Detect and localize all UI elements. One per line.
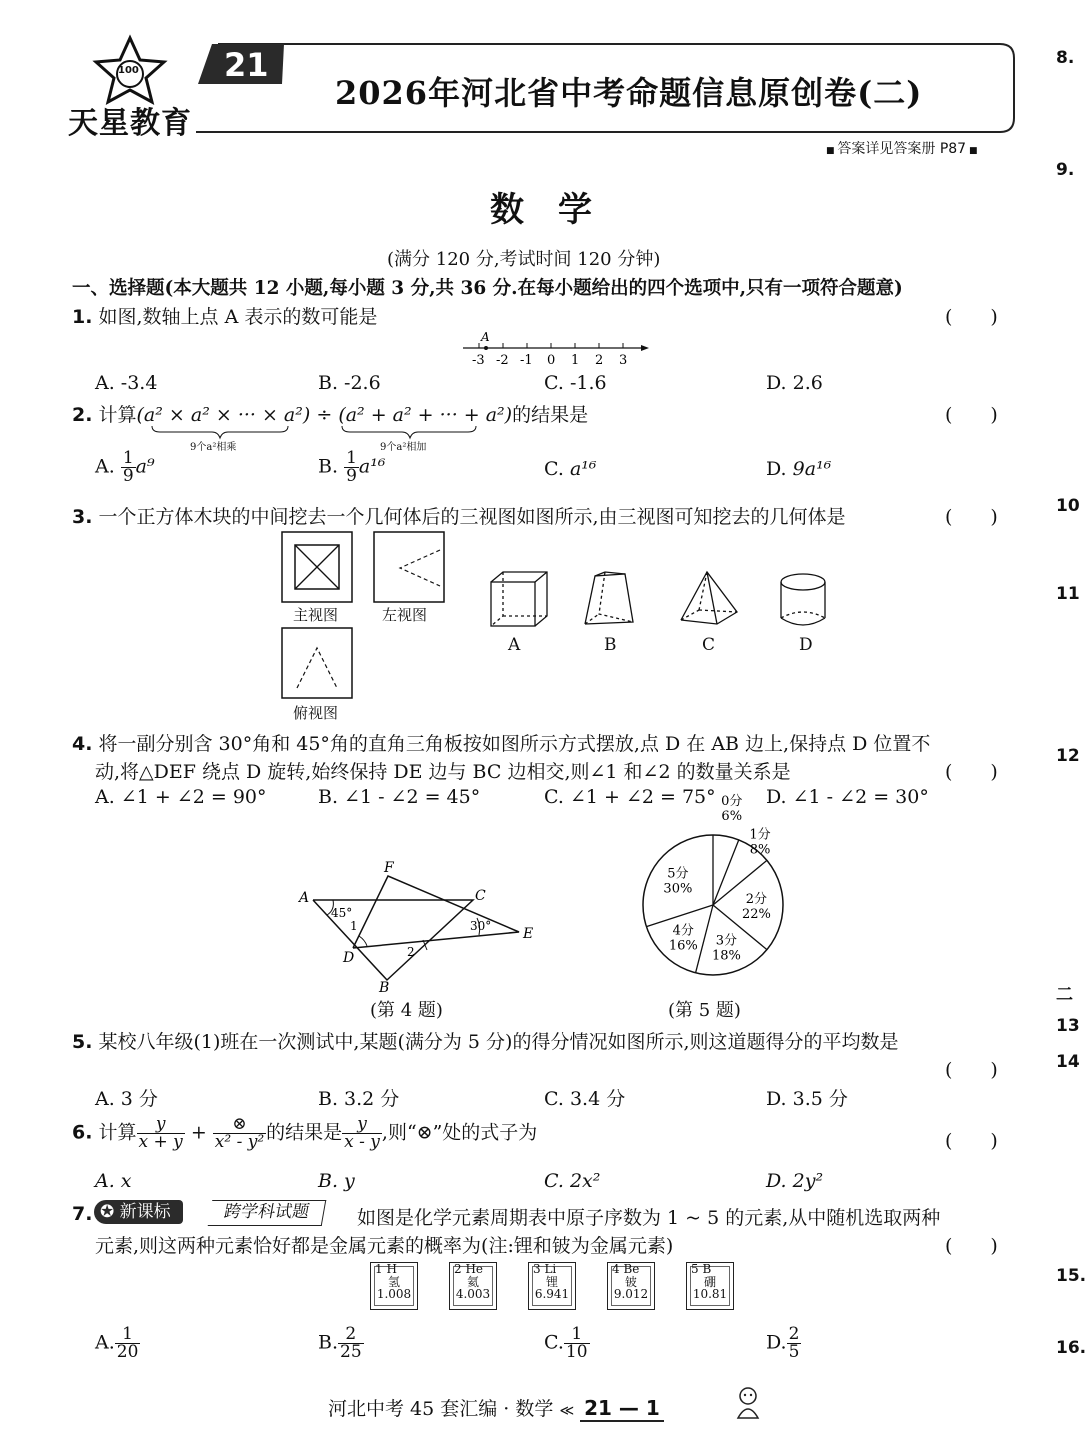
option-d[interactable]: D. 2.6 — [766, 372, 823, 394]
pie-value-label: 8% — [749, 842, 771, 858]
footer — [328, 1394, 664, 1421]
tag-label: 新课标 — [119, 1202, 171, 1222]
element-mass: 1.008 — [376, 1287, 412, 1302]
fraction — [121, 450, 136, 485]
denominator: 5 — [788, 1342, 800, 1362]
pyramid-icon — [681, 572, 737, 624]
question-7-line1: 如图是化学元素周期表中原子序数为 1 ~ 5 的元素,从中随机选取两种 — [357, 1207, 941, 1229]
margin-question-number: 15. — [1056, 1266, 1086, 1286]
vertex-label: D — [343, 950, 355, 966]
element-symbol: 5 B — [691, 1262, 712, 1276]
question-mid: 的结果是 — [266, 1121, 343, 1144]
logo-text: 100 — [118, 65, 139, 76]
figure-caption: (第 5 题) — [668, 1000, 741, 1021]
option-letter: C. — [544, 458, 564, 480]
element-card — [528, 1262, 576, 1310]
numerator: ⊗ — [213, 1116, 266, 1134]
option-c[interactable]: C. -1.6 — [544, 372, 607, 394]
question-7-line2: 元素,则这两种元素恰好都是金属元素的概率为(注:锂和铍为金属元素) — [95, 1235, 674, 1257]
margin-question-number: 12 — [1056, 746, 1080, 766]
denominator: x - y — [344, 1132, 380, 1152]
figure-caption: (第 4 题) — [370, 1000, 443, 1021]
angle-label: 2 — [407, 945, 415, 959]
option-c[interactable] — [544, 1326, 590, 1361]
option-b[interactable] — [318, 450, 385, 485]
pie-labels — [663, 794, 770, 964]
question-text: 如图,数轴上点 A 表示的数可能是 — [98, 306, 378, 328]
star-badge-icon: ✪ — [100, 1202, 115, 1222]
element-card — [449, 1262, 497, 1310]
brand-name: 天星教育 — [68, 106, 192, 141]
pie-slice-4 — [696, 905, 713, 973]
element-mass: 4.003 — [455, 1287, 491, 1302]
element-mass: 9.012 — [613, 1287, 649, 1302]
denominator: x² - y² — [214, 1132, 265, 1152]
brace-label-right: 9个a²相加 — [380, 442, 427, 453]
pie-value-label: 18% — [711, 948, 741, 964]
option-d[interactable] — [766, 458, 831, 480]
tick-label: 3 — [619, 353, 628, 368]
element-name: 氦 — [466, 1274, 479, 1289]
answer-blank-3[interactable]: ( ) — [945, 506, 998, 528]
fraction — [338, 1326, 364, 1361]
option-c[interactable] — [544, 458, 597, 480]
margin-question-number: 14 — [1056, 1052, 1080, 1072]
pie-value-label: 22% — [741, 907, 771, 922]
numerator: 1 — [346, 448, 357, 468]
element-name: 硼 — [703, 1274, 716, 1289]
option-a[interactable]: A. ∠1 + ∠2 = 90° — [95, 786, 267, 808]
element-name: 氢 — [387, 1274, 400, 1289]
numerator: 2 — [338, 1326, 364, 1344]
vertex-label: E — [523, 926, 534, 942]
question-number: 1. — [72, 306, 93, 328]
set-number: 21 — [224, 46, 269, 84]
side-view — [374, 532, 444, 602]
option-d[interactable]: D. 2y² — [766, 1170, 824, 1192]
pie-category-label: 0分 — [721, 793, 743, 809]
fraction — [213, 1116, 266, 1151]
denominator: x + y — [138, 1132, 183, 1152]
pie-chart — [628, 793, 798, 1002]
margin-question-number: 10 — [1056, 496, 1080, 516]
option-expression: a¹⁶ — [358, 455, 386, 478]
option-letter: C. — [544, 1331, 564, 1354]
element-symbol: 1 H — [375, 1262, 397, 1276]
question-7-num: 7. — [72, 1203, 93, 1225]
tag-cross-discipline: 跨学科试题 — [208, 1200, 327, 1226]
fraction — [787, 1326, 802, 1361]
fraction — [342, 1116, 382, 1151]
view-label: 俯视图 — [293, 704, 339, 722]
element-card — [370, 1262, 418, 1310]
numerator: 1 — [564, 1326, 590, 1344]
tag-new-curriculum — [94, 1200, 183, 1224]
option-d[interactable]: D. ∠1 - ∠2 = 30° — [766, 786, 929, 808]
tick-label: -2 — [496, 353, 509, 368]
page-title: 2026年河北省中考命题信息原创卷(二) — [335, 74, 923, 112]
fraction — [344, 450, 359, 485]
question-number: 6. — [72, 1121, 93, 1144]
question-text: 某校八年级(1)班在一次测试中,某题(满分为 5 分)的得分情况如图所示,则这道题得分的平均数是 — [98, 1031, 899, 1053]
element-mass: 10.81 — [692, 1287, 728, 1302]
pie-category-label: 2分 — [745, 892, 768, 907]
denominator: 9 — [122, 466, 134, 486]
answer-reference — [826, 138, 977, 158]
margin-question-number: 9. — [1056, 160, 1075, 180]
double-chevron-icon: ≪ — [559, 1403, 575, 1419]
brace-label-left: 9个a²相乘 — [190, 442, 237, 453]
margin-question-number: 11 — [1056, 584, 1080, 604]
question-text: 一个正方体木块的中间挖去一个几何体后的三视图如图所示,由三视图可知挖去的几何体是 — [98, 506, 846, 528]
numerator: y — [137, 1116, 185, 1134]
square-bullet-icon: ■ — [826, 146, 838, 156]
expression-right: (a² + a² + ··· + a²) — [338, 404, 513, 426]
option-expression: a¹⁶ — [569, 458, 597, 480]
denominator: 20 — [116, 1342, 139, 1362]
subject-title: 数 学 — [490, 190, 592, 230]
numerator: y — [342, 1116, 382, 1134]
divide-sign: ÷ — [316, 404, 333, 426]
view-label: 左视图 — [382, 606, 428, 624]
vertex-label: C — [475, 888, 486, 904]
question-4 — [72, 729, 930, 756]
denominator: 25 — [340, 1342, 362, 1362]
answer-ref-text: 答案详见答案册 P87 — [837, 141, 967, 157]
numerator: 2 — [788, 1324, 800, 1344]
front-view — [282, 532, 352, 602]
triangle-figure — [295, 852, 545, 994]
vertex-label: A — [299, 890, 310, 906]
numerator: 1 — [122, 448, 134, 468]
option-b[interactable]: B. 3.2 分 — [318, 1088, 400, 1110]
vertex-label: B — [379, 980, 390, 996]
element-symbol: 4 Be — [612, 1262, 640, 1276]
option-a[interactable] — [95, 1326, 140, 1361]
footer-text: 河北中考 45 套汇编 · 数学 — [328, 1398, 554, 1420]
tick-label: 1 — [571, 353, 580, 368]
answer-blank-1[interactable]: ( ) — [945, 306, 998, 328]
option-letter: A. — [95, 455, 115, 478]
answer-blank-7[interactable]: ( ) — [945, 1235, 998, 1257]
option-letter: D. — [766, 458, 787, 480]
margin-question-number: 16. — [1056, 1338, 1086, 1358]
option-a[interactable]: A. -3.4 — [95, 372, 158, 394]
tick-label: 2 — [595, 353, 604, 368]
square-bullet-icon: ■ — [966, 146, 978, 156]
pie-category-label: 1分 — [749, 827, 771, 843]
option-a[interactable] — [95, 450, 155, 485]
pie-value-label: 16% — [668, 938, 698, 954]
option-c[interactable]: C. ∠1 + ∠2 = 75° — [544, 786, 716, 808]
denominator: 9 — [346, 466, 357, 486]
element-card — [607, 1262, 655, 1310]
element-card — [686, 1262, 734, 1310]
fraction — [115, 1326, 141, 1361]
vertex-label: F — [384, 860, 394, 876]
header — [0, 0, 1080, 160]
question-number: 5. — [72, 1031, 93, 1053]
option-b[interactable]: B. ∠1 - ∠2 = 45° — [318, 786, 481, 808]
margin-question-number: 8. — [1056, 48, 1075, 68]
angle-label: 1 — [350, 919, 358, 933]
element-name: 铍 — [624, 1274, 637, 1289]
question-number: 3. — [72, 506, 93, 528]
numerator: 1 — [115, 1326, 141, 1344]
angle-label: 30° — [470, 919, 492, 933]
expression-left: (a² × a² × ··· × a²) — [136, 404, 311, 426]
triangle-def — [353, 876, 519, 948]
option-c[interactable]: C. 3.4 分 — [544, 1088, 626, 1110]
view-label: 主视图 — [293, 606, 339, 624]
top-view — [282, 628, 352, 698]
solid-label[interactable]: A — [508, 635, 521, 655]
question-tail: ,则“⊗”处的式子为 — [381, 1121, 538, 1144]
pie-value-label: 30% — [663, 881, 693, 897]
question-tail: 的结果是 — [512, 404, 589, 426]
question-1 — [72, 302, 377, 329]
option-expression: 9a¹⁶ — [792, 458, 832, 480]
number-line-ticks — [479, 343, 623, 348]
margin-question-number: 二 — [1056, 985, 1073, 1005]
cube-icon — [491, 572, 547, 626]
option-letter: B. — [318, 455, 339, 478]
angle-label: 45° — [331, 906, 353, 920]
answer-blank-4[interactable]: ( ) — [945, 761, 998, 783]
element-mass: 6.941 — [534, 1287, 570, 1302]
answer-blank-6[interactable]: ( ) — [945, 1130, 998, 1152]
point-a-label: A — [481, 330, 490, 344]
page-number: 21 — 1 — [580, 1396, 664, 1422]
pie-slice-1 — [713, 840, 739, 905]
question-6 — [72, 1116, 537, 1151]
option-expression: a⁹ — [135, 455, 155, 478]
fraction — [564, 1326, 590, 1361]
solid-label[interactable]: B — [604, 635, 617, 655]
pie-value-label: 6% — [721, 808, 743, 824]
option-b[interactable]: B. y — [318, 1170, 355, 1192]
element-symbol: 3 Li — [533, 1262, 557, 1276]
answer-blank-5[interactable]: ( ) — [945, 1059, 998, 1081]
solid-label[interactable]: D — [799, 635, 813, 655]
tick-label: -3 — [472, 353, 485, 368]
tick-label: 0 — [547, 353, 556, 368]
denominator: 10 — [565, 1342, 588, 1362]
pie-category-label: 4分 — [672, 923, 694, 939]
section-heading: 一、选择题(本大题共 12 小题,每小题 3 分,共 36 分.在每小题给出的四个选项中,只有一项符合题意) — [72, 278, 903, 299]
answer-blank-2[interactable]: ( ) — [945, 404, 998, 426]
element-symbol: 2 He — [454, 1262, 484, 1276]
question-2 — [72, 400, 588, 427]
tick-label: -1 — [520, 353, 533, 368]
option-b[interactable] — [318, 1326, 364, 1361]
solids-figure — [485, 566, 845, 636]
fraction — [137, 1116, 185, 1151]
margin-question-number: 13 — [1056, 1016, 1080, 1036]
question-4-line2: 动,将△DEF 绕点 D 旋转,始终保持 DE 边与 BC 边相交,则∠1 和∠2 的数量关系是 — [95, 761, 791, 783]
number-line-figure — [455, 328, 655, 370]
question-lead: 计算 — [98, 1121, 137, 1144]
question-lead: 计算 — [98, 404, 137, 426]
question-text-line1: 将一副分别含 30°角和 45°角的直角三角板按如图所示方式摆放,点 D 在 AB 边上,保持点 D 位置不 — [98, 733, 931, 755]
frustum-icon — [585, 572, 633, 624]
option-b[interactable]: B. -2.6 — [318, 372, 381, 394]
option-d[interactable] — [766, 1326, 801, 1361]
option-letter: A. — [95, 1331, 115, 1354]
solid-label[interactable]: C — [702, 635, 716, 655]
plus-sign: + — [190, 1121, 207, 1144]
cylinder-icon — [781, 574, 825, 625]
option-d[interactable]: D. 3.5 分 — [766, 1088, 848, 1110]
point-a-dot — [484, 346, 488, 350]
pie-category-label: 5分 — [667, 866, 689, 882]
option-a[interactable]: A. x — [95, 1170, 132, 1192]
question-number: 2. — [72, 404, 93, 426]
option-a[interactable]: A. 3 分 — [95, 1088, 158, 1110]
mascot-icon — [728, 1384, 768, 1420]
question-3 — [72, 502, 846, 529]
exam-info: (满分 120 分,考试时间 120 分钟) — [387, 249, 661, 270]
option-c[interactable]: C. 2x² — [544, 1170, 601, 1192]
option-letter: B. — [318, 1331, 339, 1354]
question-number: 4. — [72, 733, 93, 755]
element-name: 锂 — [545, 1274, 558, 1289]
pie-category-label: 3分 — [715, 933, 738, 949]
three-views-figure — [278, 528, 458, 728]
option-letter: D. — [766, 1331, 787, 1354]
question-5 — [72, 1027, 899, 1054]
